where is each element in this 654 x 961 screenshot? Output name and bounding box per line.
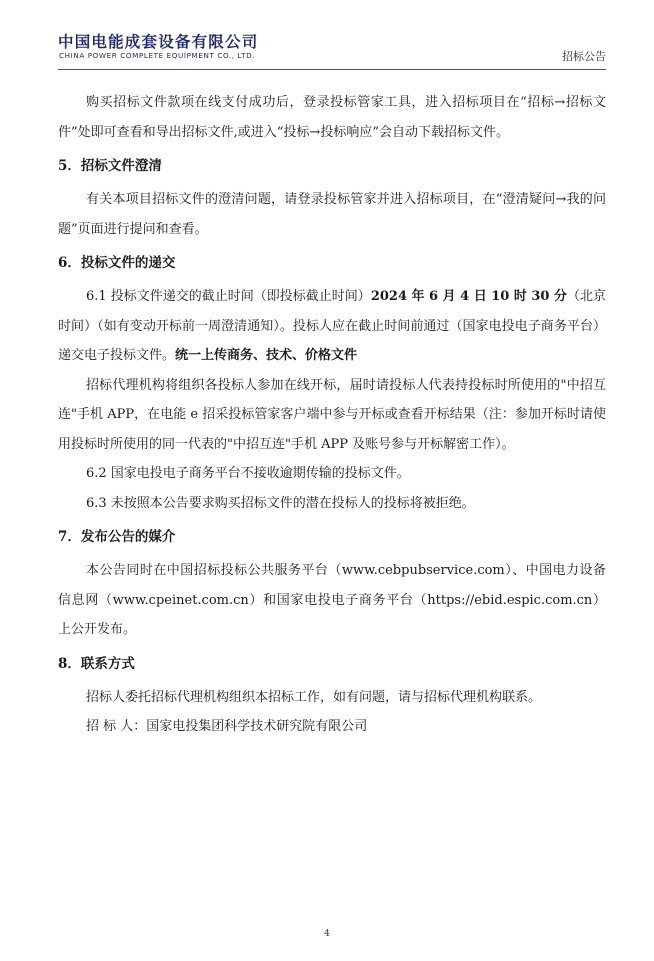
header-divider [58, 69, 606, 70]
bid-deadline: 2024 年 6 月 4 日 10 时 30 分 [370, 289, 567, 304]
section-6-1-body: （北京时间）（如有变动开标前一周澄清通知）。投标人应在截止时间前通过（国家电投电子商务平台）递交电子投标文件。 [58, 289, 607, 363]
section-6-1-paragraph [58, 282, 606, 371]
intro-paragraph: 购买招标文件款项在线支付成功后，登录投标管家工具，进入招标项目在“招标→招标文件”处即可查看和导出招标文件,或进入“投标→投标响应”会自动下载招标文件。 [58, 95, 606, 140]
document-type-label: 招标公告 [562, 50, 606, 63]
company-name-en: CHINA POWER COMPLETE EQUIPMENT CO., LTD. [59, 51, 256, 60]
company-name-cn: 中国电能成套设备有限公司 [58, 33, 259, 51]
section-8-heading: 8．联系方式 [58, 655, 135, 672]
section-6-opening-paragraph: 招标代理机构将组织各投标人参加在线开标，届时请投标人代表持投标时所使用的"中招互连"手机 APP，在电能 e 招采投标管家客户端中参与开标或查看开标结果（注：参加开标时请使用投标时所使用的同一代表的"中招互连"手机 APP 及账号参与开标解密工作）。 [58, 377, 606, 452]
section-5-heading: 5．招标文件澄清 [58, 158, 162, 174]
section-6-3-paragraph: 6.3 未按照本公告要求购买招标文件的潜在投标人的投标将被拒绝。 [86, 495, 475, 511]
upload-requirement: 统一上传商务、技术、价格文件 [175, 348, 358, 363]
document-body [58, 88, 606, 742]
section-6-1-lead: 6.1 投标文件递交的截止时间（即投标截止时间） [86, 289, 371, 304]
section-6-heading: 6．投标文件的递交 [58, 255, 176, 271]
page-header [58, 28, 606, 68]
section-7-paragraph: 本公告同时在中国招标投标公共服务平台（www.cebpubservice.com）、中国电力设备信息网（www.cpeinet.com.cn）和国家电投电子商务平台（https://ebid.espic.com.cn）上公开发布。 [58, 563, 606, 637]
section-8-paragraph: 招标人委托招标代理机构组织本招标工作，如有问题，请与招标代理机构联系。 [86, 689, 542, 705]
tenderer-line: 招 标 人：国家电投集团科学技术研究院有限公司 [86, 719, 368, 734]
section-6-2-paragraph: 6.2 国家电投电子商务平台不接收逾期传输的投标文件。 [86, 466, 410, 481]
page-number: 4 [324, 929, 330, 939]
section-7-heading: 7．发布公告的媒介 [58, 529, 176, 545]
section-5-paragraph: 有关本项目招标文件的澄清问题，请登录投标管家并进入招标项目，在“澄清疑问→我的问题”页面进行提问和查看。 [58, 192, 606, 237]
